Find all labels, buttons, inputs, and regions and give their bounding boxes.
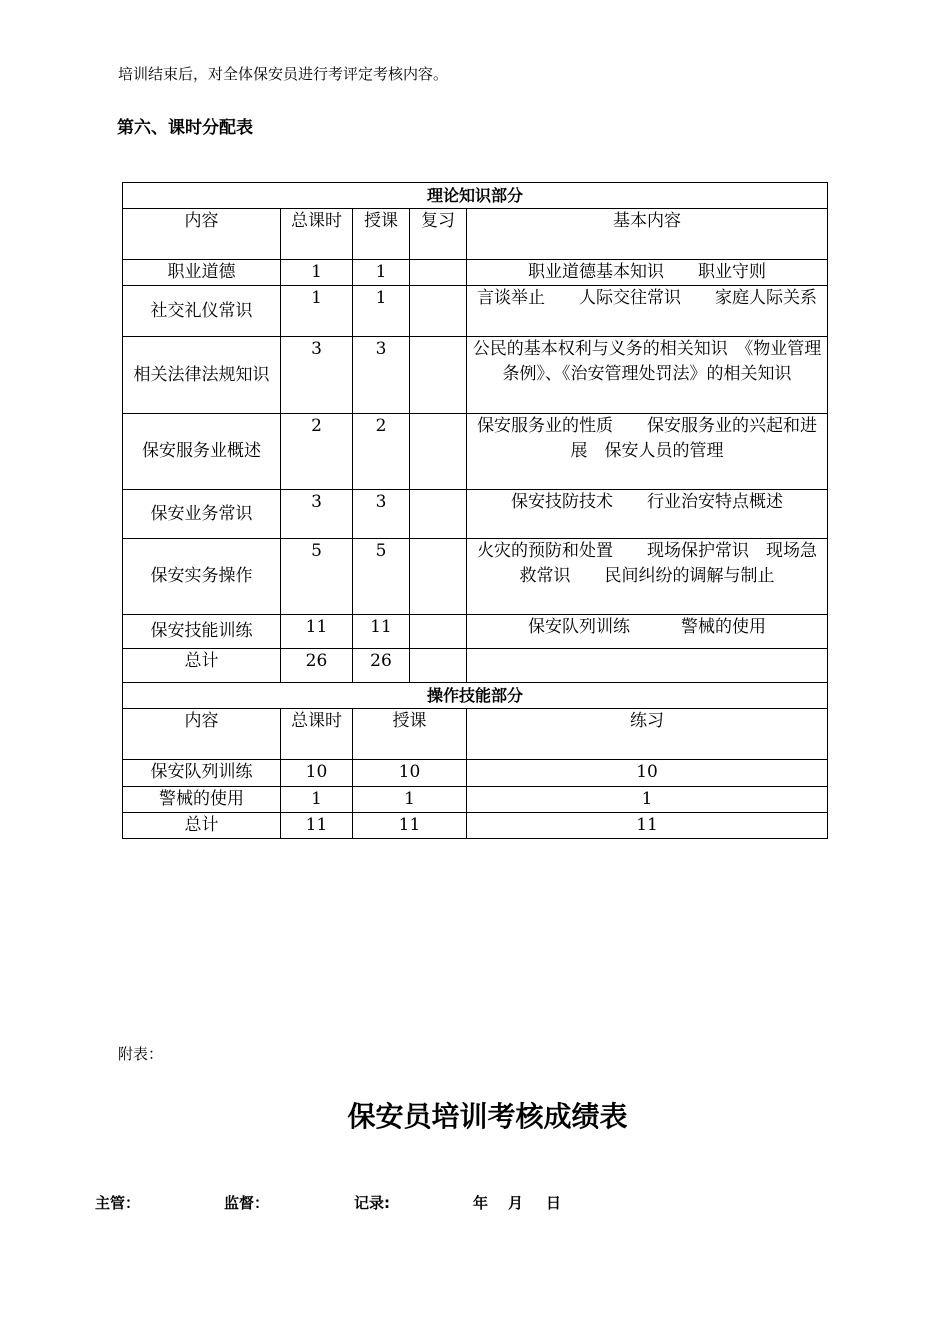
course-hours-table bbox=[122, 182, 828, 839]
row-total-hours: 2 bbox=[281, 414, 353, 490]
row-review-hours bbox=[410, 649, 467, 683]
table-row bbox=[123, 490, 828, 539]
row-name: 保安业务常识 bbox=[123, 490, 281, 539]
row-total-hours: 1 bbox=[281, 787, 353, 813]
table-row bbox=[123, 615, 828, 649]
recorder-label: 记录: bbox=[354, 1194, 390, 1212]
year-label: 年 bbox=[473, 1194, 489, 1212]
row-name: 保安队列训练 bbox=[123, 760, 281, 787]
appendix-label: 附表： bbox=[118, 1045, 164, 1063]
row-content: 火灾的预防和处置 现场保护常识 现场急救常识 民间纠纷的调解与制止 bbox=[467, 539, 828, 615]
row-total-hours: 3 bbox=[281, 337, 353, 414]
row-review-hours bbox=[410, 615, 467, 649]
row-total-hours: 5 bbox=[281, 539, 353, 615]
table-row bbox=[123, 760, 828, 787]
row-total-hours: 3 bbox=[281, 490, 353, 539]
row-lecture-hours: 1 bbox=[353, 260, 410, 286]
row-name: 职业道德 bbox=[123, 260, 281, 286]
row-review-hours bbox=[410, 337, 467, 414]
col-header-basic-content: 基本内容 bbox=[467, 209, 828, 260]
row-content: 职业道德基本知识 职业守则 bbox=[467, 260, 828, 286]
row-name: 保安实务操作 bbox=[123, 539, 281, 615]
table-row bbox=[123, 337, 828, 414]
row-review-hours bbox=[410, 286, 467, 337]
row-content: 公民的基本权利与义务的相关知识 《物业管理条例》、《治安管理处罚法》的相关知识 bbox=[467, 337, 828, 414]
row-content: 保安队列训练 警械的使用 bbox=[467, 615, 828, 649]
row-lecture-hours: 2 bbox=[353, 414, 410, 490]
row-lecture-hours: 26 bbox=[353, 649, 410, 683]
row-lecture-hours: 3 bbox=[353, 337, 410, 414]
row-name: 总计 bbox=[123, 649, 281, 683]
col-header-total-hours: 总课时 bbox=[281, 709, 353, 760]
row-review-hours bbox=[410, 260, 467, 286]
row-lecture-hours: 11 bbox=[353, 615, 410, 649]
row-name: 社交礼仪常识 bbox=[123, 286, 281, 337]
row-content bbox=[467, 649, 828, 683]
supervisor-label: 主管： bbox=[95, 1194, 141, 1212]
row-review-hours bbox=[410, 414, 467, 490]
report-title: 保安员培训考核成绩表 bbox=[347, 1100, 628, 1133]
col-header-review: 复习 bbox=[410, 209, 467, 260]
table-row bbox=[123, 787, 828, 813]
row-total-hours: 1 bbox=[281, 260, 353, 286]
row-total-hours: 11 bbox=[281, 813, 353, 839]
table-row bbox=[123, 539, 828, 615]
row-total-hours: 26 bbox=[281, 649, 353, 683]
row-lecture-hours: 1 bbox=[353, 286, 410, 337]
row-exercise-hours: 10 bbox=[467, 760, 828, 787]
row-total-hours: 1 bbox=[281, 286, 353, 337]
row-exercise-hours: 1 bbox=[467, 787, 828, 813]
row-name: 总计 bbox=[123, 813, 281, 839]
col-header-content: 内容 bbox=[123, 209, 281, 260]
row-name: 相关法律法规知识 bbox=[123, 337, 281, 414]
row-lecture-hours: 3 bbox=[353, 490, 410, 539]
row-lecture-hours: 11 bbox=[353, 813, 467, 839]
col-header-total-hours: 总课时 bbox=[281, 209, 353, 260]
intro-paragraph: 培训结束后，对全体保安员进行考评定考核内容。 bbox=[118, 65, 449, 83]
row-lecture-hours: 10 bbox=[353, 760, 467, 787]
table-row bbox=[123, 414, 828, 490]
row-content: 言谈举止 人际交往常识 家庭人际关系 bbox=[467, 286, 828, 337]
row-name: 保安技能训练 bbox=[123, 615, 281, 649]
row-name: 警械的使用 bbox=[123, 787, 281, 813]
practice-section-header: 操作技能部分 bbox=[123, 683, 828, 709]
table-row bbox=[123, 286, 828, 337]
col-header-content: 内容 bbox=[123, 709, 281, 760]
theory-section-header: 理论知识部分 bbox=[123, 183, 828, 209]
col-header-lecture: 授课 bbox=[353, 709, 467, 760]
row-lecture-hours: 1 bbox=[353, 787, 467, 813]
row-total-hours: 11 bbox=[281, 615, 353, 649]
row-review-hours bbox=[410, 539, 467, 615]
row-lecture-hours: 5 bbox=[353, 539, 410, 615]
section-heading: 第六、课时分配表 bbox=[117, 118, 253, 138]
row-content: 保安技防技术 行业治安特点概述 bbox=[467, 490, 828, 539]
table-row-total bbox=[123, 649, 828, 683]
row-exercise-hours: 11 bbox=[467, 813, 828, 839]
col-header-lecture: 授课 bbox=[353, 209, 410, 260]
row-name: 保安服务业概述 bbox=[123, 414, 281, 490]
table-row-total bbox=[123, 813, 828, 839]
col-header-exercise: 练习 bbox=[467, 709, 828, 760]
monitor-label: 监督： bbox=[224, 1194, 270, 1212]
row-total-hours: 10 bbox=[281, 760, 353, 787]
table-row bbox=[123, 260, 828, 286]
month-label: 月 bbox=[508, 1194, 524, 1212]
day-label: 日 bbox=[546, 1194, 562, 1212]
row-review-hours bbox=[410, 490, 467, 539]
row-content: 保安服务业的性质 保安服务业的兴起和进展 保安人员的管理 bbox=[467, 414, 828, 490]
